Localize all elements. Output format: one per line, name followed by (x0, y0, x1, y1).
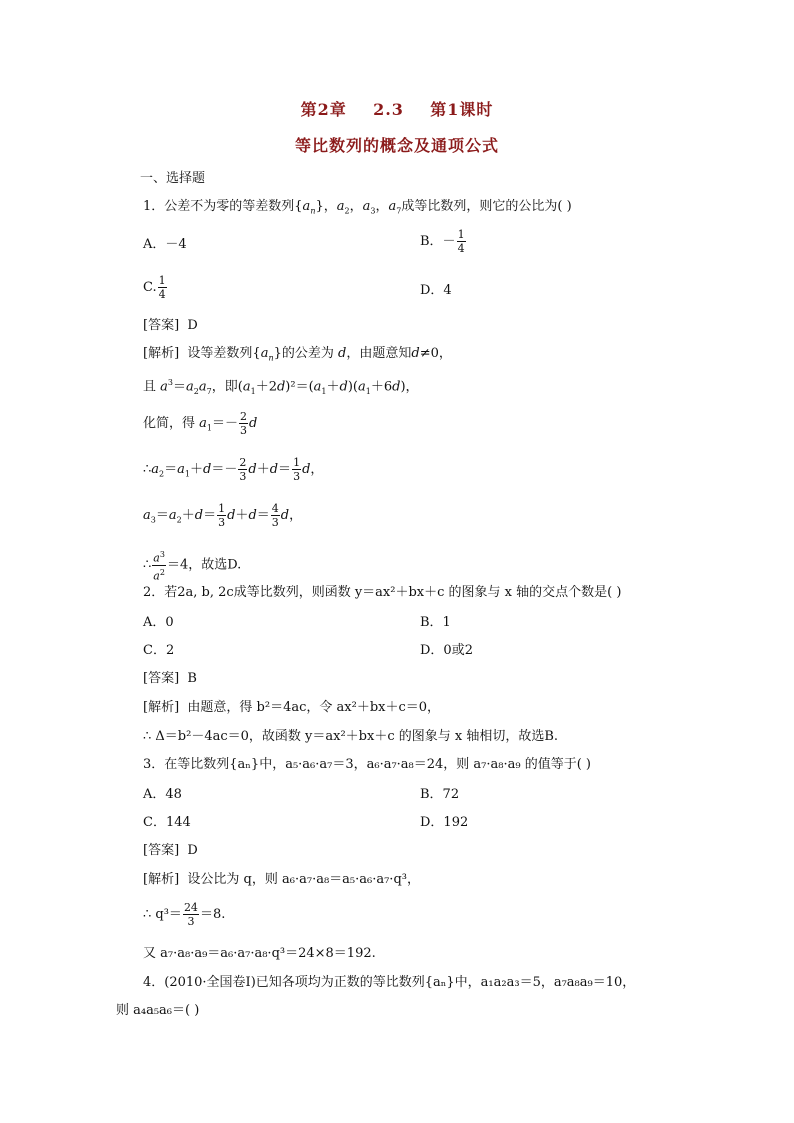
q2-option-c: C．2 (143, 643, 175, 658)
q2-option-a: A．0 (143, 615, 174, 630)
q3-solution-line-3: 又 a₇·a₈·a₉＝a₆·a₇·a₈·q³＝24×8＝192. (143, 946, 376, 961)
q1-solution-line-5: $a_3=a_2+d=$ $\frac{1}{3}$ d＋d＝ $\frac{4}{3}$ d， (143, 502, 303, 529)
q2-answer: [答案] B (143, 671, 197, 686)
q1-option-c: C. $\frac{1}{4}$ (143, 274, 166, 301)
q3-option-a: A．48 (143, 787, 182, 802)
q1-option-a: A．－4 (143, 237, 187, 252)
q1-option-d: D．4 (420, 283, 452, 298)
q1-solution-line-2: 且 $a^3=a_2a_7$，即$(a_1+2d)^2=(a_1+d)(a_1+6d)$， (143, 378, 419, 396)
q1-option-b: B．－ $\frac{1}{4}$ (420, 228, 465, 255)
q3-solution-line-1: [解析] 设公比为 q，则 a₆·a₇·a₈＝a₅·a₆·a₇·q³， (143, 872, 420, 887)
q3-solution-line-2: ∴ q³＝ $\frac{24}{3}$ ＝8. (143, 901, 226, 928)
q3-stem: 3．在等比数列{aₙ}中，a₅·a₆·a₇＝3，a₆·a₇·a₈＝24，则 a₇·a₈·a₉ 的值等于( ) (143, 757, 591, 772)
q1-solution-line-1: [解析] 设等差数列$\{a_n\}$的公差为 d，由题意知d≠0， (143, 346, 452, 363)
lesson-title: 等比数列的概念及通项公式 (294, 136, 499, 155)
q1-stem: 1．公差不为零的等差数列$\{a_n\}$，$a_2$，$a_3$，$a_7$成等比数列，则它的公比为( ) (143, 199, 572, 216)
q1-solution-line-4: $\therefore a_2=a_1+d=-$ $\frac{2}{3}$ d＋d＝ $\frac{1}{3}$ d， (143, 456, 324, 483)
q3-option-c: C．144 (143, 815, 191, 830)
q4-stem-line-1: 4．(2010·全国卷Ⅰ)已知各项均为正数的等比数列{aₙ}中，a₁a₂a₃＝5，a₇a₈a₉＝10， (143, 975, 636, 990)
chapter-title: 第2章 2.3 第1课时 (300, 100, 494, 119)
q2-solution-line-1: [解析] 由题意，得 b²＝4ac，令 ax²＋bx＋c＝0， (143, 700, 441, 715)
q2-option-b: B．1 (420, 615, 451, 630)
q4-stem-line-2: 则 a₄a₅a₆＝( ) (116, 1003, 200, 1018)
q2-option-d: D．0或2 (420, 643, 473, 658)
section-heading: 一、选择题 (140, 171, 206, 186)
q2-solution-line-2: ∴ Δ＝b²－4ac＝0，故函数 y＝ax²＋bx＋c 的图象与 x 轴相切，故选B. (143, 729, 559, 744)
q3-option-b: B．72 (420, 787, 460, 802)
q2-stem: 2．若2a, b, 2c成等比数列，则函数 y＝ax²＋bx＋c 的图象与 x 轴的交点个数是( ) (143, 585, 622, 600)
q3-answer: [答案] D (143, 843, 198, 858)
q1-solution-line-3: 化简，得 $a_1=-$ $\frac{2}{3}$ d (143, 410, 258, 437)
q1-answer: [答案] D (143, 318, 198, 333)
q1-solution-line-6: ∴ $\frac{a^3}{a^2}$ ＝4，故选D. (143, 550, 242, 583)
q3-option-d: D．192 (420, 815, 469, 830)
